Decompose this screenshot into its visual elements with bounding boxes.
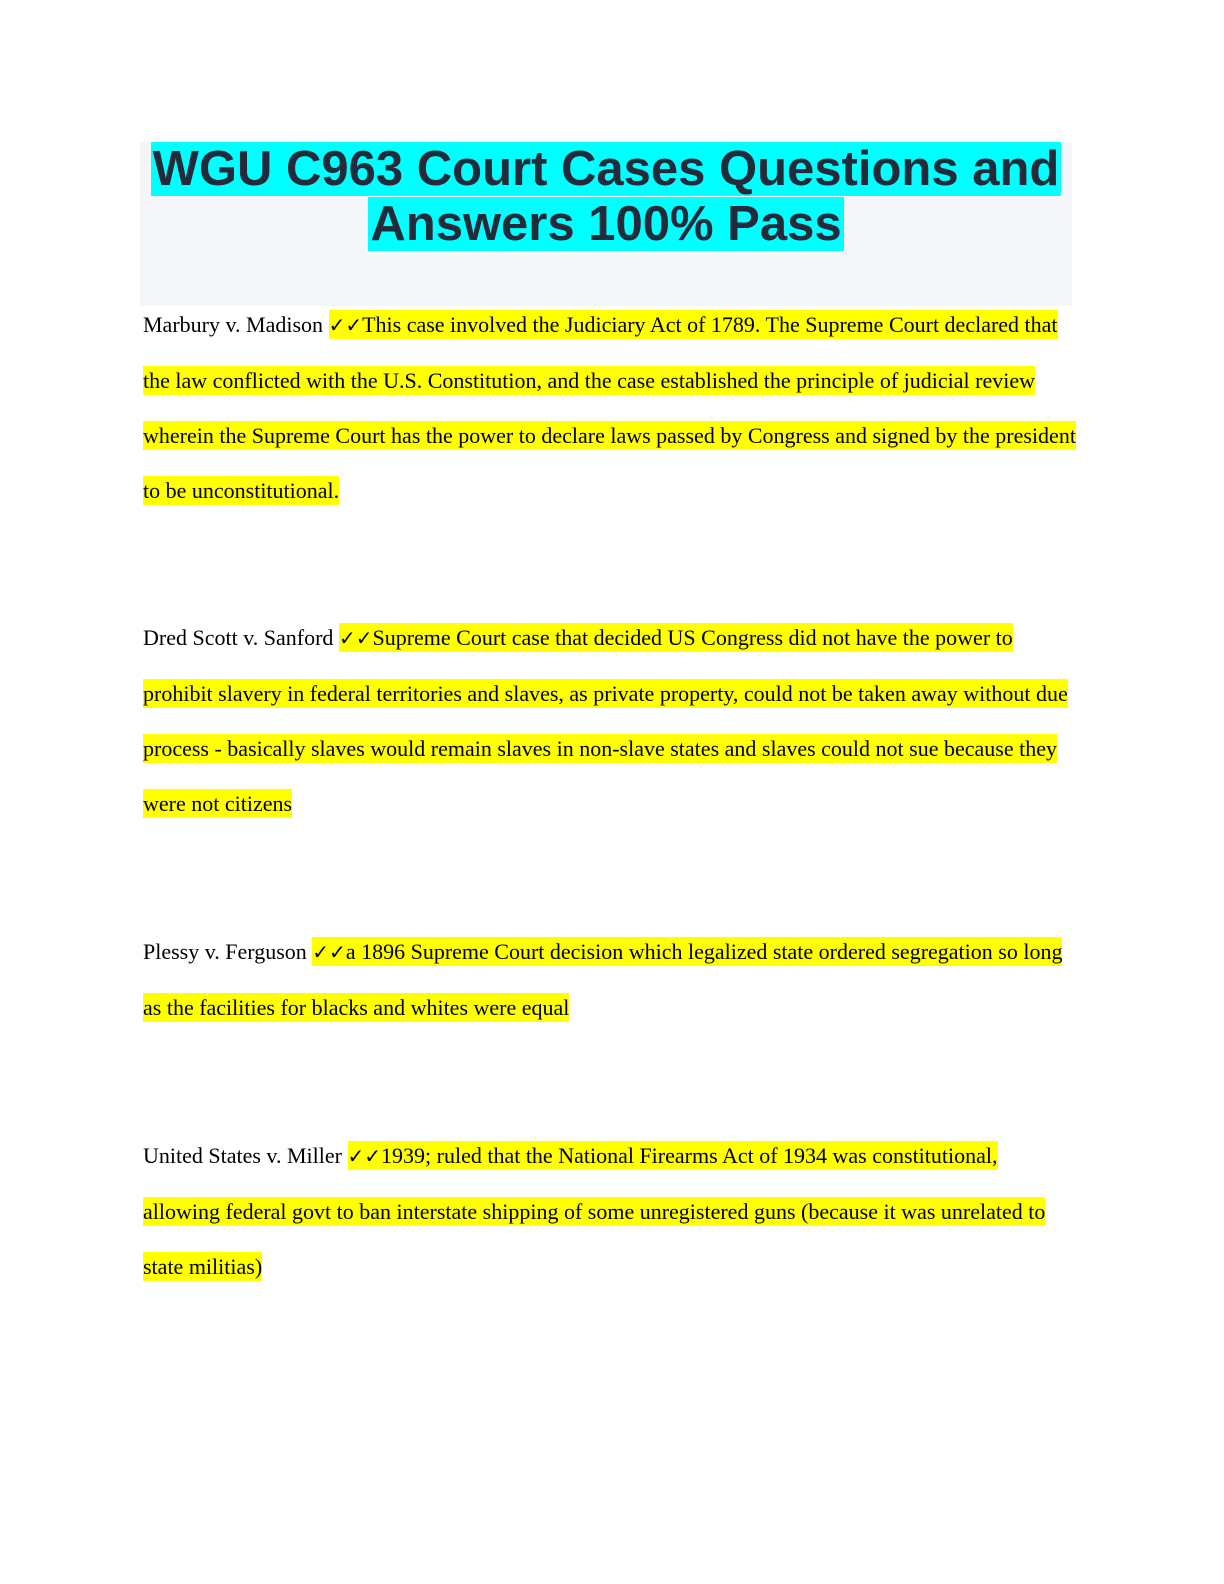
double-check-icon: ✓✓ (328, 313, 363, 337)
entry-term: Plessy v. Ferguson (143, 939, 307, 964)
entry-term: Marbury v. Madison (143, 312, 324, 337)
title-line-2: Answers 100% Pass (370, 197, 842, 251)
entry-answer: Supreme Court case that decided US Congress did not have the power to prohibit slavery in federal territories and slaves, as private property, could not be taken away without due process - basically slaves would remain slaves in non-slave states and slaves could not sue because they were not citizens (143, 625, 1068, 816)
double-check-icon: ✓✓ (347, 1144, 382, 1168)
page-title (140, 142, 1072, 252)
entry-answer: 1939; ruled that the National Firearms Act of 1934 was constitutional, allowing federal govt to ban interstate shipping of some unregistered guns (because it was unrelated to state militias) (143, 1143, 1046, 1279)
entry-answer-highlight (143, 310, 1076, 505)
double-check-icon: ✓✓ (338, 626, 373, 650)
entry-term: United States v. Miller (143, 1143, 342, 1168)
entry-term: Dred Scott v. Sanford (143, 625, 334, 650)
qa-entry-miller (143, 1128, 1078, 1294)
title-block (140, 142, 1072, 306)
entry-answer: This case involved the Judiciary Act of 1789. The Supreme Court declared that the law conflicted with the U.S. Constitution, and the case established the principle of judicial review wherein the Supreme Court has the power to declare laws passed by Congress and signed by the president to be unconstitutional. (143, 312, 1076, 503)
qa-entry-marbury (143, 297, 1078, 518)
qa-entry-dred-scott (143, 610, 1078, 831)
double-check-icon: ✓✓ (312, 940, 346, 964)
title-line-1: WGU C963 Court Cases Questions and (152, 142, 1060, 196)
entry-answer-highlight (143, 623, 1068, 818)
qa-entry-plessy (143, 924, 1078, 1035)
entry-answer: a 1896 Supreme Court decision which legalized state ordered segregation so long as the facilities for blacks and whites were equal (143, 939, 1063, 1020)
